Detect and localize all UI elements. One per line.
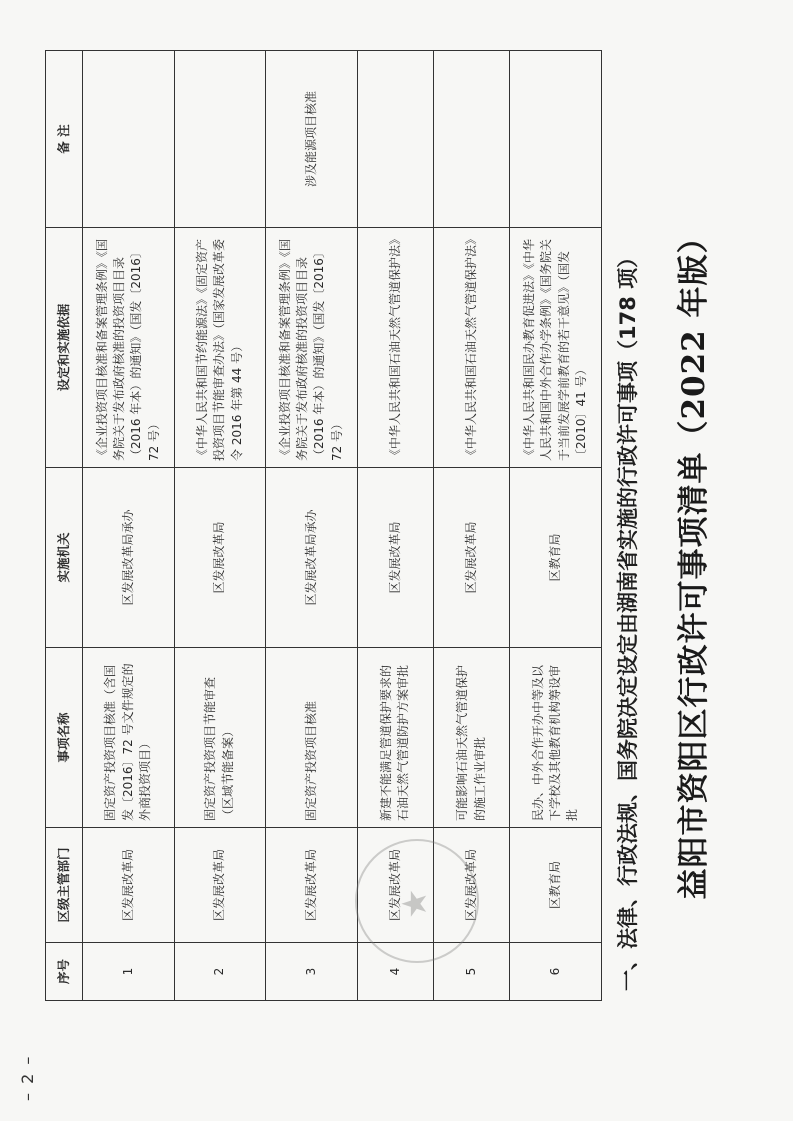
cell-serial-number: 5	[434, 943, 510, 1001]
table-row	[434, 51, 510, 1001]
cell-item-name: 固定资产投资项目核准（含国发〔2016〕72 号文件规定的外商投资项目）	[83, 648, 175, 828]
cell-department: 区教育局	[510, 828, 602, 943]
table-row	[83, 51, 175, 1001]
cell-serial-number: 1	[83, 943, 175, 1001]
cell-serial-number: 3	[266, 943, 358, 1001]
header-item-name: 事项名称	[46, 648, 83, 828]
cell-agency: 区发展改革局	[357, 468, 433, 648]
cell-item-name: 民办、中外合作开办中等及以下学校及其他教育机构筹设审批	[510, 648, 602, 828]
cell-agency: 区教育局	[510, 468, 602, 648]
document-title: 益阳市资阳区行政许可事项清单（2022 年版）	[676, 221, 712, 900]
cell-remarks	[434, 51, 510, 228]
cell-agency: 区发展改革局承办	[83, 468, 175, 648]
cell-remarks	[83, 51, 175, 228]
cell-item-name: 可能影响石油天然气管道保护的施工作业审批	[434, 648, 510, 828]
table-header-row	[46, 51, 83, 1001]
header-serial-number: 序号	[46, 943, 83, 1001]
header-implementing-agency: 实施机关	[46, 468, 83, 648]
cell-remarks	[357, 51, 433, 228]
cell-legal-basis: 《企业投资项目核准和备案管理条例》《国务院关于发布政府核准的投资项目目录（2016 年本）的通知》（国发〔2016〕72 号）	[266, 228, 358, 468]
page-number: – 2 –	[18, 1054, 37, 1101]
cell-serial-number: 6	[510, 943, 602, 1001]
table-row	[174, 51, 266, 1001]
cell-item-name: 新建不能满足管道保护要求的石油天然气管道防护方案审批	[357, 648, 433, 828]
header-remarks: 备 注	[46, 51, 83, 228]
table-row	[510, 51, 602, 1001]
cell-legal-basis: 《中华人民共和国节约能源法》《固定资产投资项目节能审查办法》（国家发展改革委令 2016 年第 44 号）	[174, 228, 266, 468]
cell-legal-basis: 《中华人民共和国石油天然气管道保护法》	[357, 228, 433, 468]
cell-department: 区发展改革局	[266, 828, 358, 943]
cell-department: 区发展改革局	[174, 828, 266, 943]
cell-agency: 区发展改革局承办	[266, 468, 358, 648]
cell-serial-number: 2	[174, 943, 266, 1001]
cell-remarks	[510, 51, 602, 228]
cell-department: 区发展改革局	[83, 828, 175, 943]
header-district-department: 区级主管部门	[46, 828, 83, 943]
cell-legal-basis: 《中华人民共和国民办教育促进法》《中华人民共和国中外合作办学条例》《国务院关于当前发展学前教育的若干意见》（国发〔2010〕41 号）	[510, 228, 602, 468]
cell-legal-basis: 《企业投资项目核准和备案管理条例》《国务院关于发布政府核准的投资项目目录（2016 年本）的通知》（国发〔2016〕72 号）	[83, 228, 175, 468]
cell-department: 区发展改革局	[357, 828, 433, 943]
cell-agency: 区发展改革局	[174, 468, 266, 648]
star-icon: ★	[395, 888, 435, 919]
cell-item-name: 固定资产投资项目节能审查（区域节能备案）	[174, 648, 266, 828]
header-legal-basis: 设定和实施依据	[46, 228, 83, 468]
section-heading: 一、法律、行政法规、国务院决定设定由湖南省实施的行政许可事项（178 项）	[616, 246, 640, 991]
table-row	[357, 51, 433, 1001]
cell-legal-basis: 《中华人民共和国石油天然气管道保护法》	[434, 228, 510, 468]
cell-agency: 区发展改革局	[434, 468, 510, 648]
cell-item-name: 固定资产投资项目核准	[266, 648, 358, 828]
cell-department: 区发展改革局	[434, 828, 510, 943]
cell-remarks	[174, 51, 266, 228]
table-row	[266, 51, 358, 1001]
permit-items-table	[45, 50, 602, 1001]
cell-remarks: 涉及能源项目核准	[266, 51, 358, 228]
cell-serial-number: 4	[357, 943, 433, 1001]
